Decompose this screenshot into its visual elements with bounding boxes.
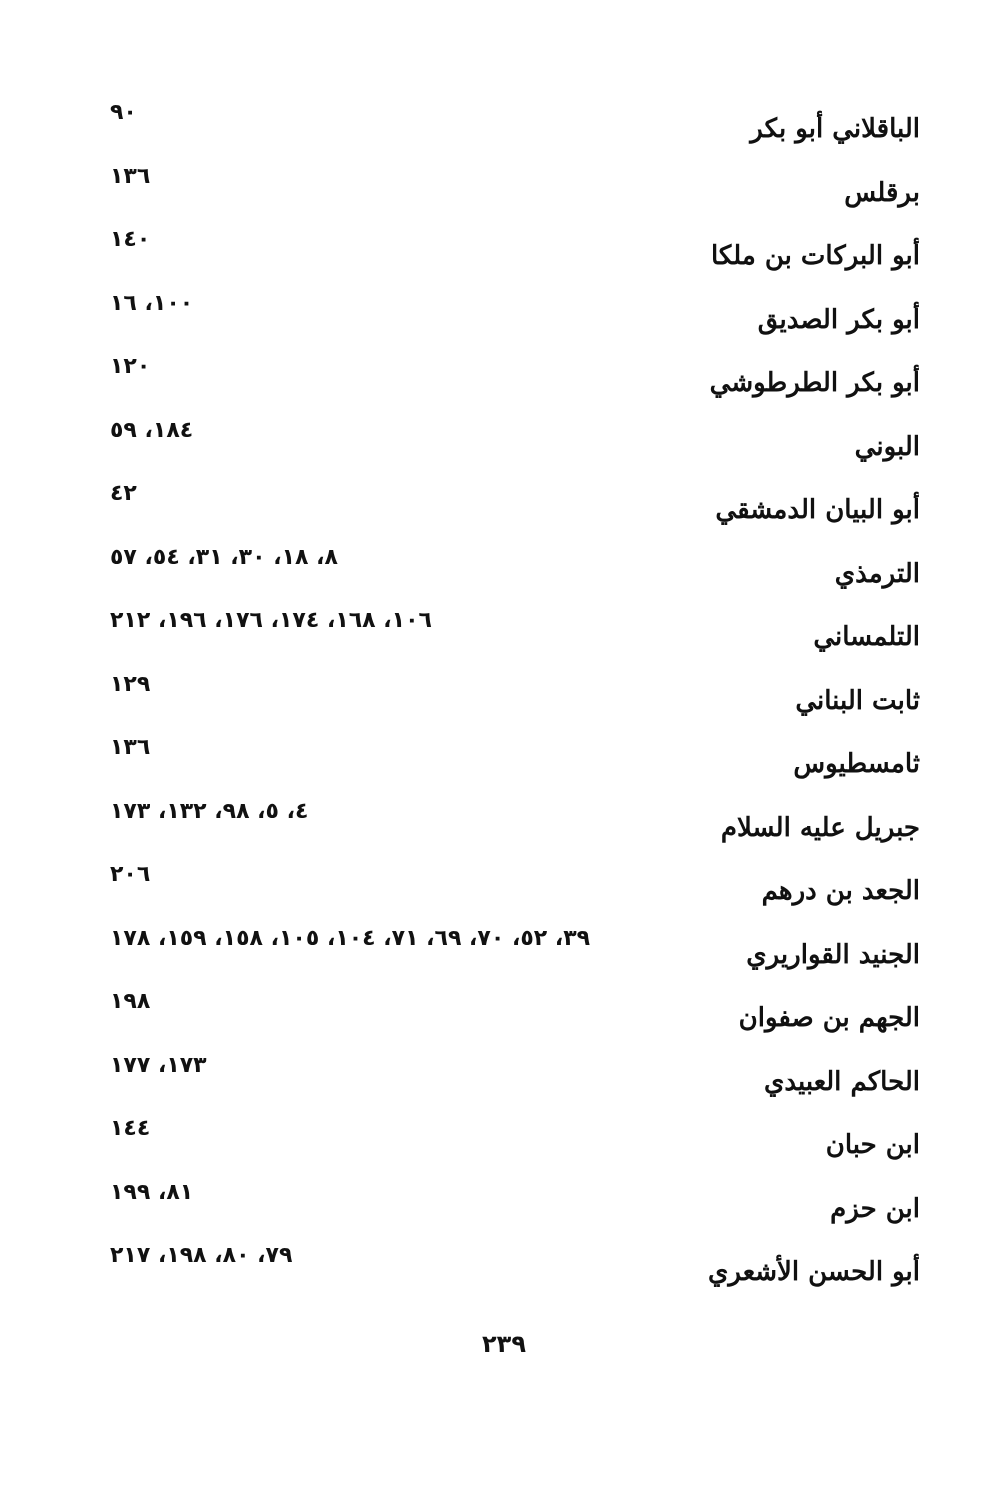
entry-name: برقلس bbox=[844, 177, 920, 208]
entry-name: جبريل عليه السلام bbox=[720, 812, 920, 843]
index-entry bbox=[110, 1243, 920, 1307]
entry-name: أبو بكر الصديق bbox=[757, 304, 920, 335]
index-entry bbox=[110, 735, 920, 799]
entry-pages: ٣٩، ٥٢، ٧٠، ٦٩، ٧١، ١٠٤، ١٠٥، ١٥٨، ١٥٩، ١٧٨ bbox=[110, 925, 591, 951]
index-entry bbox=[110, 1053, 920, 1117]
entry-pages: ٨، ١٨، ٣٠، ٣١، ٥٤، ٥٧ bbox=[110, 544, 338, 570]
index-entry bbox=[110, 100, 920, 164]
index-entry bbox=[110, 799, 920, 863]
index-entry bbox=[110, 1116, 920, 1180]
index-entry bbox=[110, 926, 920, 990]
index-entry bbox=[110, 545, 920, 609]
entry-pages: ١٠٦، ١٦٨، ١٧٤، ١٧٦، ١٩٦، ٢١٢ bbox=[110, 608, 432, 633]
entry-name: الجنيد القواريري bbox=[746, 939, 920, 970]
entry-pages: ١٧٣، ١٧٧ bbox=[110, 1052, 207, 1078]
page-number: ٢٣٩ bbox=[482, 1330, 526, 1358]
entry-name: الباقلاني أبو بكر bbox=[750, 114, 920, 144]
entry-pages: ١٤٠ bbox=[110, 227, 151, 252]
entry-pages: ٧٩، ٨٠، ١٩٨، ٢١٧ bbox=[110, 1243, 293, 1268]
index-entry bbox=[110, 291, 920, 355]
entry-name: الحاكم العبيدي bbox=[764, 1066, 920, 1097]
index-entry bbox=[110, 227, 920, 291]
entry-pages: ٢٠٦ bbox=[110, 862, 151, 887]
index-entry bbox=[110, 989, 920, 1053]
entry-name: ثابت البناني bbox=[795, 685, 920, 716]
index-entry bbox=[110, 608, 920, 672]
index-entry bbox=[110, 1180, 920, 1244]
entry-pages: ١٣٦ bbox=[110, 735, 151, 760]
entry-name: أبو البيان الدمشقي bbox=[715, 495, 920, 525]
entry-pages: ١٨٤، ٥٩ bbox=[110, 417, 194, 443]
entry-pages: ١٢٩ bbox=[110, 671, 151, 697]
index-entry bbox=[110, 481, 920, 545]
index-entry bbox=[110, 354, 920, 418]
entry-pages: ١٤٤ bbox=[110, 1116, 151, 1141]
index-entry bbox=[110, 862, 920, 926]
entry-name: التلمساني bbox=[813, 622, 920, 652]
entry-pages: ٩٠ bbox=[110, 100, 137, 125]
name-index-list bbox=[110, 100, 920, 1307]
entry-name: أبو الحسن الأشعري bbox=[708, 1257, 920, 1287]
entry-name: ثامسطيوس bbox=[793, 749, 920, 779]
entry-pages: ١٣٦ bbox=[110, 163, 151, 189]
index-entry bbox=[110, 164, 920, 228]
index-entry bbox=[110, 672, 920, 736]
entry-name: البوني bbox=[854, 431, 920, 462]
entry-pages: ٨١، ١٩٩ bbox=[110, 1179, 194, 1205]
entry-pages: ٤، ٥، ٩٨، ١٣٢، ١٧٣ bbox=[110, 798, 309, 824]
entry-name: الجهم بن صفوان bbox=[738, 1003, 920, 1033]
entry-pages: ٤٢ bbox=[110, 481, 137, 506]
index-entry bbox=[110, 418, 920, 482]
entry-name: الترمذي bbox=[834, 558, 920, 589]
entry-pages: ١٠٠، ١٦ bbox=[110, 290, 194, 316]
entry-pages: ١٢٠ bbox=[110, 354, 151, 379]
entry-name: أبو بكر الطرطوشي bbox=[709, 368, 920, 398]
entry-name: ابن حبان bbox=[825, 1130, 920, 1160]
entry-name: الجعد بن درهم bbox=[761, 876, 920, 906]
entry-name: ابن حزم bbox=[830, 1193, 920, 1224]
entry-pages: ١٩٨ bbox=[110, 989, 151, 1014]
entry-name: أبو البركات بن ملكا bbox=[710, 241, 920, 271]
